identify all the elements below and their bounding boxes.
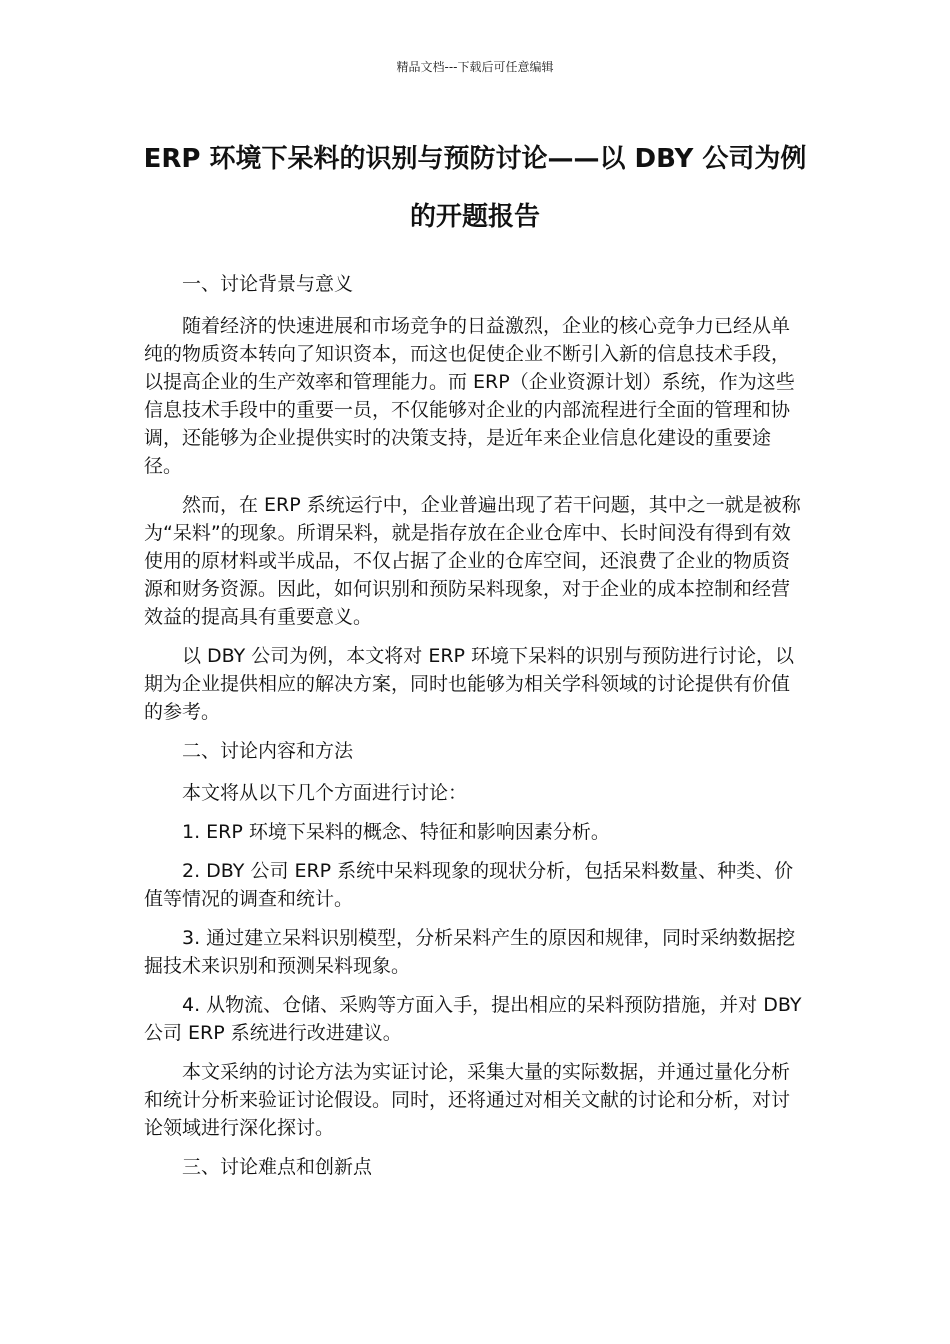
header-note: 精品文档---下载后可任意编辑	[396, 60, 554, 74]
paragraph: 本文采纳的讨论方法为实证讨论，采集大量的实际数据，并通过量化分析和统计分析来验证讨论假设。同时，还将通过对相关文献的讨论和分析，对讨论领域进行深化探讨。	[144, 1061, 791, 1139]
list-item: 4. 从物流、仓储、采购等方面入手，提出相应的呆料预防措施，并对 DBY 公司 ERP 系统进行改进建议。	[144, 994, 802, 1044]
list-item: 2. DBY 公司 ERP 系统中呆料现象的现状分析，包括呆料数量、种类、价值等情况的调查和统计。	[144, 860, 794, 910]
section-heading-content-method: 二、讨论内容和方法	[182, 740, 354, 762]
paragraph: 本文将从以下几个方面进行讨论：	[182, 782, 468, 804]
document-title: ERP 环境下呆料的识别与预防讨论——以 DBY 公司为例的开题报告	[143, 144, 807, 232]
list-item: 1. ERP 环境下呆料的概念、特征和影响因素分析。	[182, 821, 610, 843]
section-heading-difficulties: 三、讨论难点和创新点	[182, 1156, 373, 1178]
list-item: 3. 通过建立呆料识别模型，分析呆料产生的原因和规律，同时采纳数据挖掘技术来识别和预测呆料现象。	[144, 927, 796, 977]
section-heading-background: 一、讨论背景与意义	[182, 273, 354, 295]
paragraph: 以 DBY 公司为例，本文将对 ERP 环境下呆料的识别与预防进行讨论，以期为企业提供相应的解决方案，同时也能够为相关学科领域的讨论提供有价值的参考。	[144, 645, 795, 723]
document-body	[144, 270, 804, 1195]
paragraph: 然而，在 ERP 系统运行中，企业普遍出现了若干问题，其中之一就是被称为“呆料”的现象。所谓呆料，就是指存放在企业仓库中、长时间没有得到有效使用的原材料或半成品，不仅占据了企业的仓库空间，还浪费了企业的物质资源和财务资源。因此，如何识别和预防呆料现象，对于企业的成本控制和经营效益的提高具有重要意义。	[144, 494, 801, 628]
paragraph: 随着经济的快速进展和市场竞争的日益激烈，企业的核心竞争力已经从单纯的物质资本转向了知识资本，而这也促使企业不断引入新的信息技术手段，以提高企业的生产效率和管理能力。而 ERP（企业资源计划）系统，作为这些信息技术手段中的重要一员，不仅能够对企业的内部流程进行全面的管理和协调，还能够为企业提供实时的决策支持，是近年来企业信息化建设的重要途径。	[144, 315, 795, 477]
